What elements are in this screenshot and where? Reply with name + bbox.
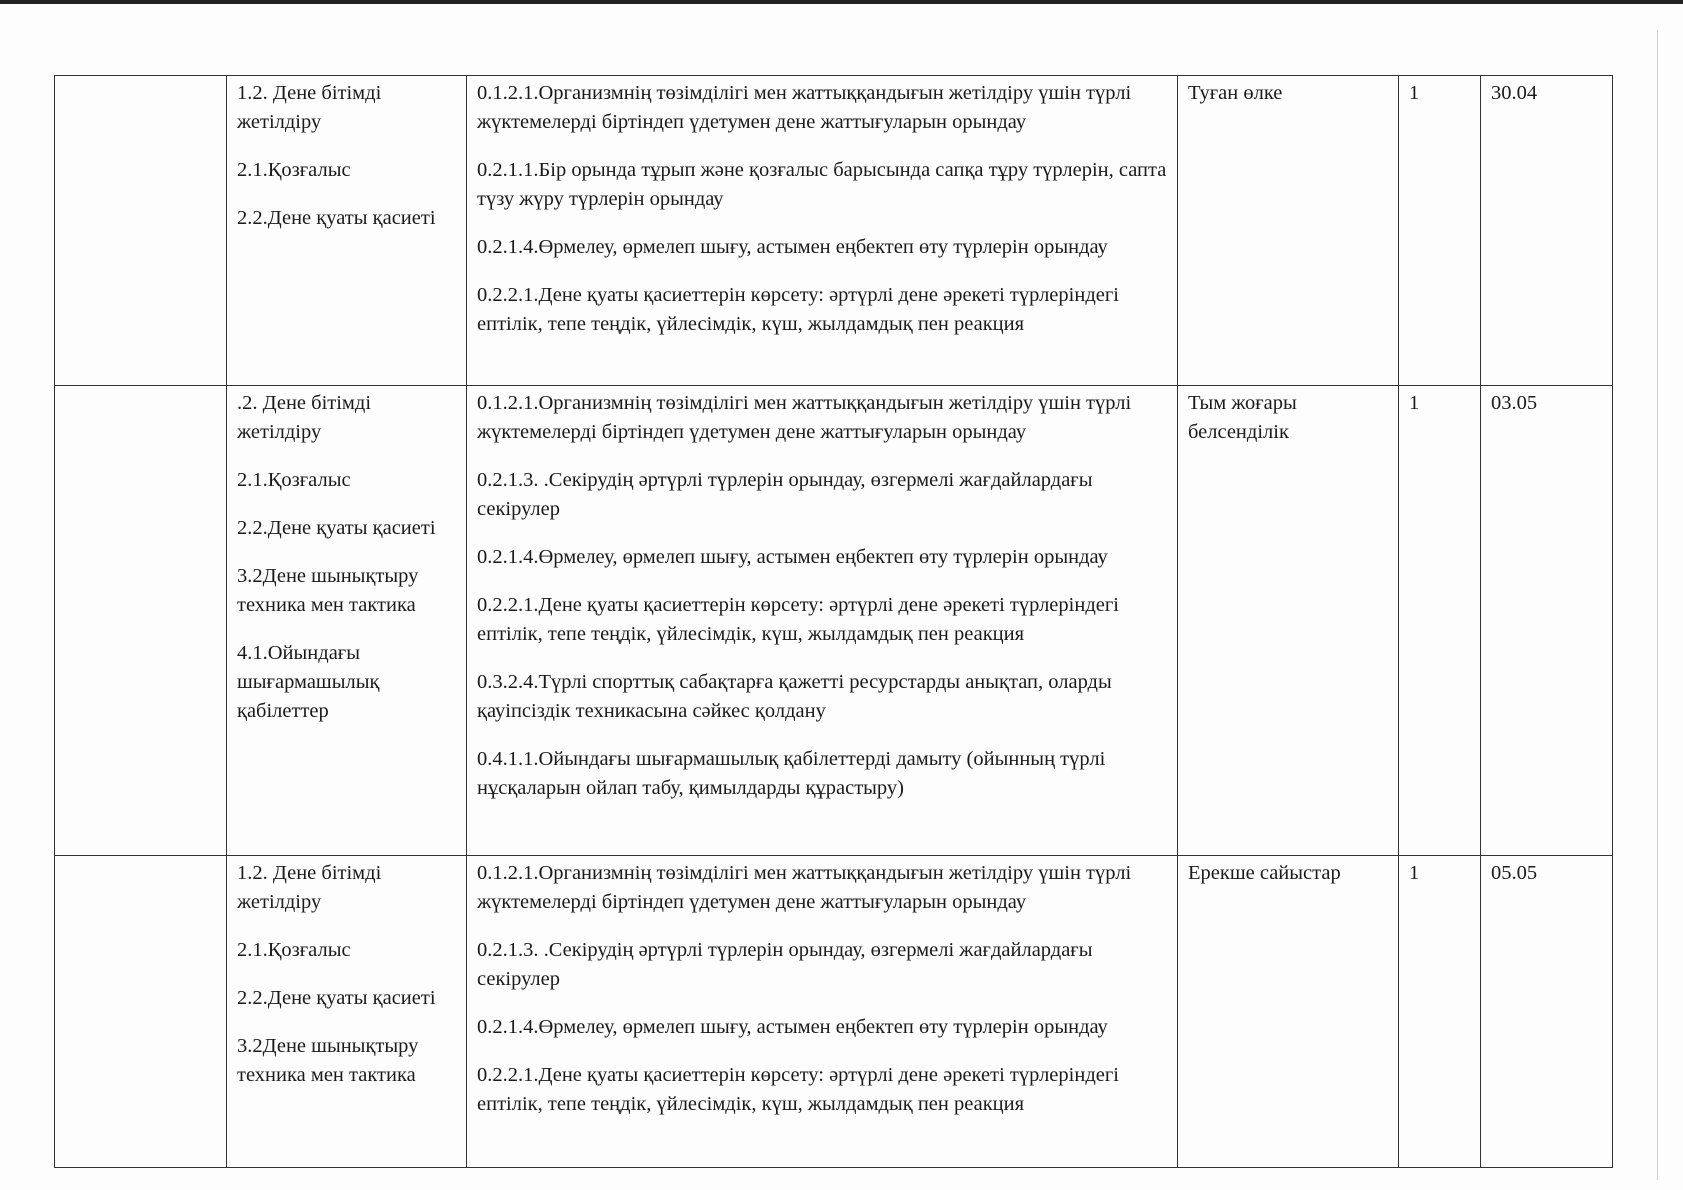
sections-cell bbox=[227, 386, 467, 856]
objective-item: 0.2.1.3. .Секірудің әртүрлі түрлерін орындау, өзгермелі жағдайлардағы секірулер bbox=[477, 469, 1093, 520]
objective-item: 0.4.1.1.Ойындағы шығармашылық қабілеттерді дамыту (ойынның түрлі нұсқаларын ойлап табу, қимылдарды құрастыру) bbox=[477, 748, 1106, 799]
sections-cell bbox=[227, 76, 467, 386]
empty-cell bbox=[55, 386, 227, 856]
objectives-cell bbox=[467, 76, 1178, 386]
hours-cell: 1 bbox=[1399, 856, 1481, 1168]
objectives-cell bbox=[467, 386, 1178, 856]
topic-cell: Тым жоғары белсенділік bbox=[1178, 386, 1399, 856]
section-item: 4.1.Ойындағы шығармашылық қабілеттер bbox=[237, 642, 380, 722]
scan-right-edge bbox=[1657, 30, 1658, 1180]
objective-item: 0.1.2.1.Организмнің төзімділігі мен жаттыққандығын жетілдіру үшін түрлі жүктемелерді біртіндеп үдетумен дене жаттығуларын орындау bbox=[477, 392, 1132, 443]
objective-item: 0.2.1.3. .Секірудің әртүрлі түрлерін орындау, өзгермелі жағдайлардағы секірулер bbox=[477, 939, 1093, 990]
objective-item: 0.2.2.1.Дене қуаты қасиеттерін көрсету: әртүрлі дене әрекеті түрлеріндегі ептілік, тепе теңдік, үйлесімдік, күш, жылдамдық пен реакция bbox=[477, 594, 1119, 645]
objective-item: 0.2.2.1.Дене қуаты қасиеттерін көрсету: әртүрлі дене әрекеті түрлеріндегі ептілік, тепе теңдік, үйлесімдік, күш, жылдамдық пен реакция bbox=[477, 1064, 1119, 1115]
objectives-cell bbox=[467, 856, 1178, 1168]
table-row bbox=[55, 76, 1613, 386]
sections-cell bbox=[227, 856, 467, 1168]
objective-item: 0.2.1.4.Өрмелеу, өрмелеп шығу, астымен еңбектеп өту түрлерін орындау bbox=[477, 546, 1108, 568]
lesson-plan-table bbox=[54, 75, 1613, 1168]
objective-item: 0.1.2.1.Организмнің төзімділігі мен жаттыққандығын жетілдіру үшін түрлі жүктемелерді біртіндеп үдетумен дене жаттығуларын орындау bbox=[477, 82, 1132, 133]
scan-top-edge bbox=[0, 0, 1683, 4]
hours-cell: 1 bbox=[1399, 76, 1481, 386]
section-item: 2.2.Дене қуаты қасиеті bbox=[237, 207, 436, 229]
objective-item: 0.2.1.4.Өрмелеу, өрмелеп шығу, астымен еңбектеп өту түрлерін орындау bbox=[477, 236, 1108, 258]
topic-cell: Ерекше сайыстар bbox=[1178, 856, 1399, 1168]
date-cell: 30.04 bbox=[1481, 76, 1613, 386]
section-item: 2.2.Дене қуаты қасиеті bbox=[237, 987, 436, 1009]
objective-item: 0.2.1.1.Бір орында тұрып және қозғалыс барысында сапқа тұру түрлерін, сапта түзу жүру түрлерін орындау bbox=[477, 159, 1167, 210]
date-cell: 05.05 bbox=[1481, 856, 1613, 1168]
hours-cell: 1 bbox=[1399, 386, 1481, 856]
section-item: 2.1.Қозғалыс bbox=[237, 939, 351, 961]
objective-item: 0.2.1.4.Өрмелеу, өрмелеп шығу, астымен еңбектеп өту түрлерін орындау bbox=[477, 1016, 1108, 1038]
table-row bbox=[55, 856, 1613, 1168]
empty-cell bbox=[55, 76, 227, 386]
section-item: 1.2. Дене бітімді жетілдіру bbox=[237, 82, 382, 133]
empty-cell bbox=[55, 856, 227, 1168]
table-row bbox=[55, 386, 1613, 856]
section-item: 1.2. Дене бітімді жетілдіру bbox=[237, 862, 382, 913]
objective-item: 0.1.2.1.Организмнің төзімділігі мен жаттыққандығын жетілдіру үшін түрлі жүктемелерді біртіндеп үдетумен дене жаттығуларын орындау bbox=[477, 862, 1132, 913]
objective-item: 0.2.2.1.Дене қуаты қасиеттерін көрсету: әртүрлі дене әрекеті түрлеріндегі ептілік, тепе теңдік, үйлесімдік, күш, жылдамдық пен реакция bbox=[477, 284, 1119, 335]
section-item: 3.2Дене шынықтыру техника мен тактика bbox=[237, 1035, 419, 1086]
section-item: 2.1.Қозғалыс bbox=[237, 159, 351, 181]
objective-item: 0.3.2.4.Түрлі спорттық сабақтарға қажетті ресурстарды анықтап, оларды қауіпсіздік техникасына сәйкес қолдану bbox=[477, 671, 1112, 722]
date-cell: 03.05 bbox=[1481, 386, 1613, 856]
section-item: 2.1.Қозғалыс bbox=[237, 469, 351, 491]
topic-cell: Туған өлке bbox=[1178, 76, 1399, 386]
section-item: 3.2Дене шынықтыру техника мен тактика bbox=[237, 565, 419, 616]
section-item: 2.2.Дене қуаты қасиеті bbox=[237, 517, 436, 539]
section-item: .2. Дене бітімді жетілдіру bbox=[237, 392, 372, 443]
